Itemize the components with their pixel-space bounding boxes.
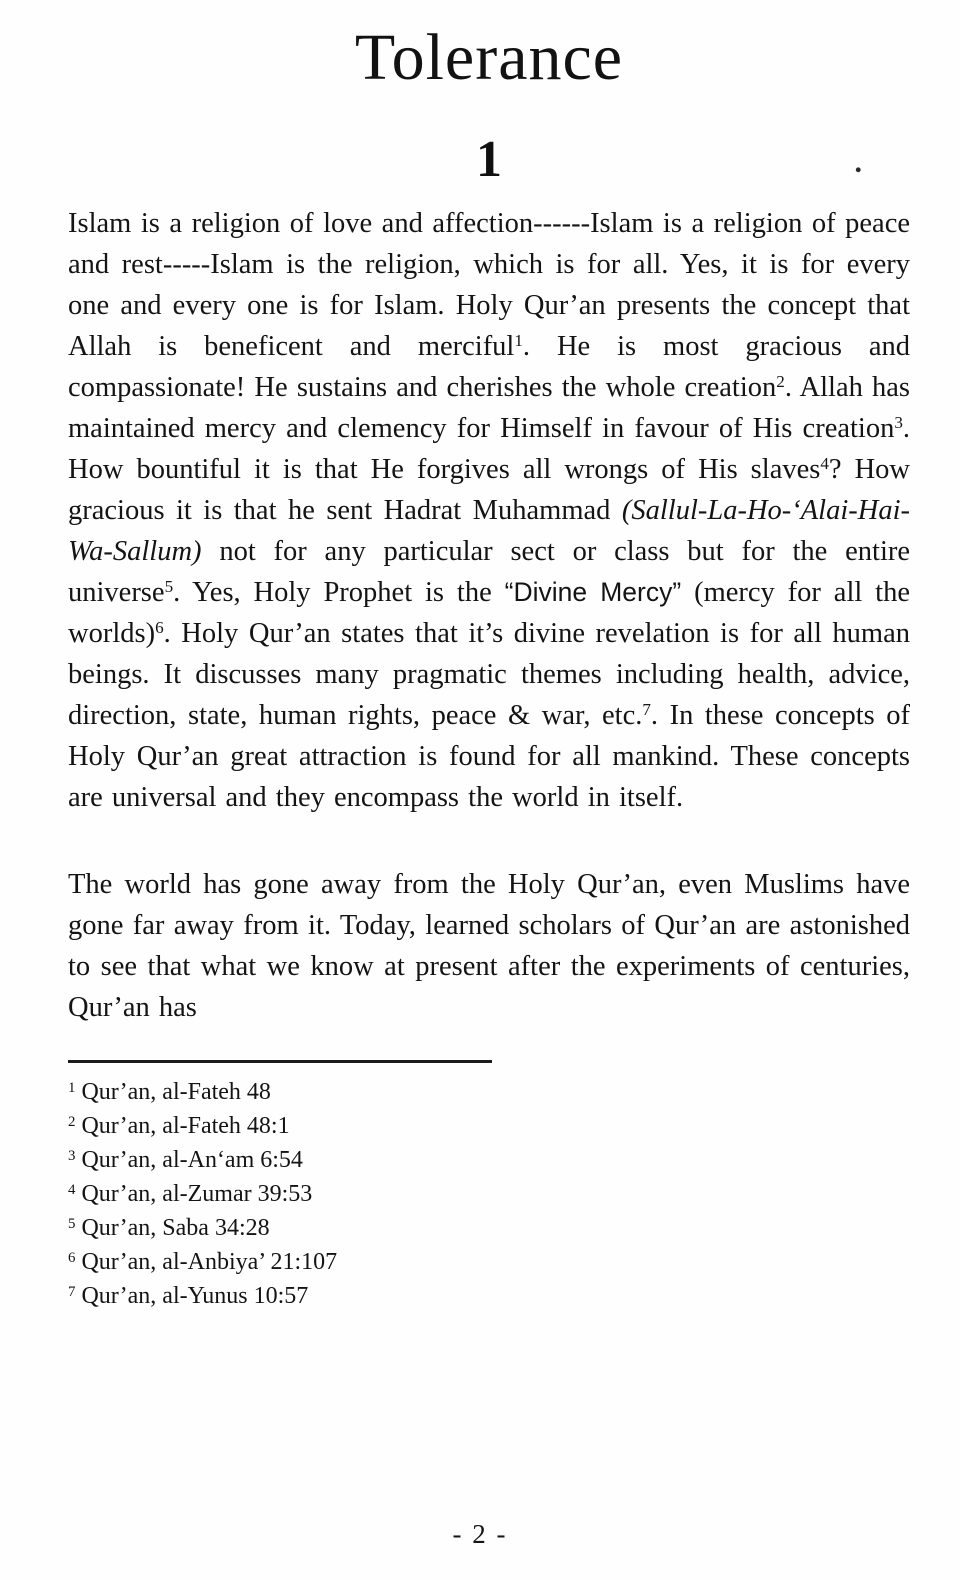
footnote-number: 4 — [68, 1181, 76, 1198]
footnote-number: 7 — [68, 1283, 76, 1300]
footnote-text: Qur’an, al-Fateh 48:1 — [81, 1113, 290, 1139]
footnote-text: Qur’an, al-Yunus 10:57 — [81, 1283, 309, 1309]
page-number: - 2 - — [452, 1519, 508, 1549]
footnote-number: 1 — [68, 1079, 76, 1096]
footnote-number: 2 — [68, 1113, 76, 1130]
footnote-text: Qur’an, al-Zumar 39:53 — [81, 1181, 313, 1207]
footnote-text: Qur’an, al-Fateh 48 — [81, 1079, 271, 1105]
footnote-item — [68, 1177, 910, 1211]
footnote-text: Qur’an, Saba 34:28 — [81, 1215, 270, 1241]
footnote-number: 5 — [68, 1215, 76, 1232]
footnote-item — [68, 1279, 910, 1313]
footnote-item — [68, 1211, 910, 1245]
footnote-number: 6 — [68, 1249, 76, 1266]
footnote-item — [68, 1245, 910, 1279]
paragraph-1: Islam is a religion of love and affection------Islam is a religion of peace and rest-----Islam is the religion, which is for all. Yes, it is for every one and every one is for Islam. Holy Qur’an presents the concept that Allah is beneficent and merciful$^1$. He is most gracious and compassionate! He sustains and cherishes the whole creation$^2$. Allah has maintained mercy and clemency for Himself in favour of His creation$^3$. How bountiful it is that He forgives all wrongs of His slaves$^4$? How gracious it is that he sent Hadrat Muhammad (Sallul-La-Ho-‘Alai-Hai-Wa-Sallum) not for any particular sect or class but for the entire universe$^5$. Yes, Holy Prophet is the “Divine Mercy” (mercy for all the worlds)$^6$. Holy Qur’an states that it’s divine revelation is for all human beings. It discusses many pragmatic themes including health, advice, direction, state, human rights, peace & war, etc.$^7$. In these concepts of Holy Qur’an great attraction is found for all mankind. These concepts are universal and they encompass the world in itself. — [68, 208, 911, 813]
footnote-divider — [68, 1060, 492, 1063]
footnote-text: Qur’an, al-An‘am 6:54 — [81, 1147, 303, 1173]
page-title: Tolerance — [354, 21, 624, 94]
footnotes-list — [68, 1075, 910, 1313]
chapter-heading — [68, 130, 910, 189]
footnote-number: 3 — [68, 1147, 76, 1164]
footnote-item — [68, 1109, 910, 1143]
footnote-item — [68, 1143, 910, 1177]
footnote-item — [68, 1075, 910, 1109]
paragraph-2: The world has gone away from the Holy Qur’an, even Muslims have gone far away from it. Today, learned scholars of Qur’an are astonished to see that what we know at present after the experiments of centuries, Qur’an has — [68, 869, 910, 1023]
chapter-number: 1 — [476, 131, 502, 188]
scan-artifact-dot: . — [854, 146, 862, 179]
footnote-text: Qur’an, al-Anbiya’ 21:107 — [81, 1249, 338, 1275]
